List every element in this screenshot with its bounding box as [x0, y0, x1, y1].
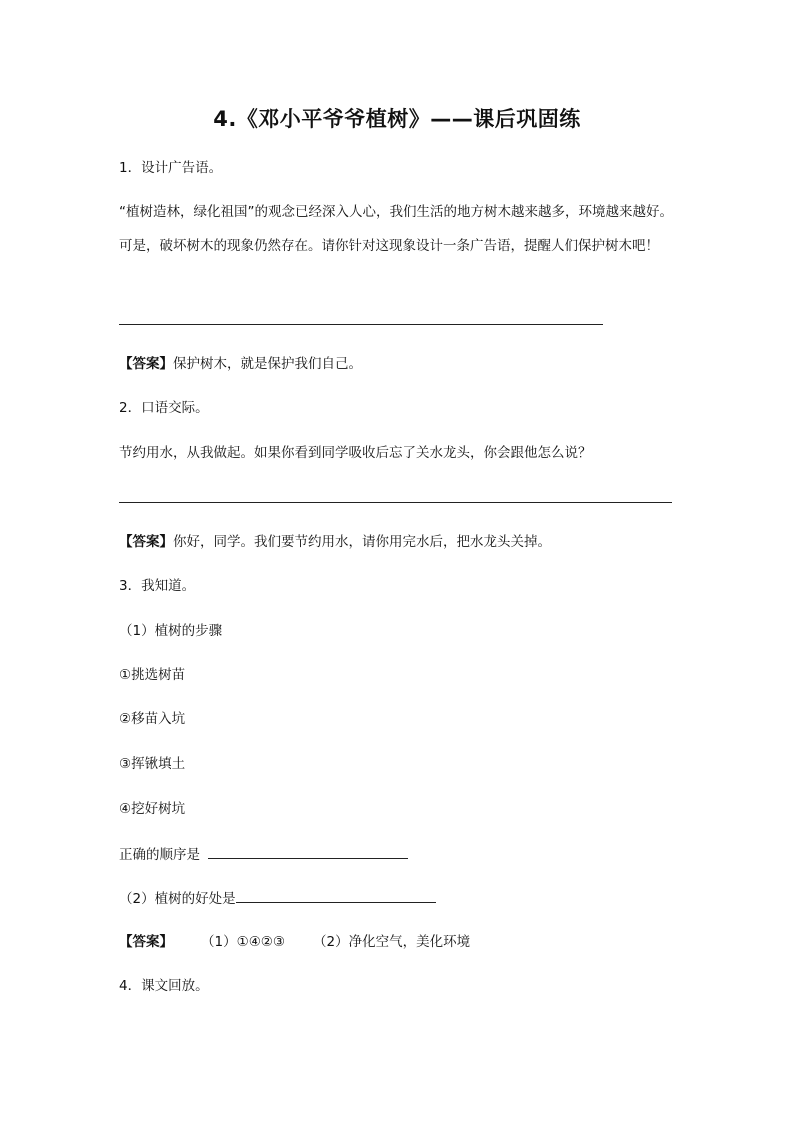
- q3-sub1: （1）植树的步骤: [119, 623, 223, 639]
- q3-step-3: ③挥锹填土: [119, 756, 186, 772]
- q1-answer-tag: 【答案】: [119, 356, 173, 372]
- q3-answer-tag: 【答案】: [119, 934, 173, 950]
- q1-heading: 1．设计广告语。: [119, 160, 223, 176]
- page-title: 4.《邓小平爷爷植树》——课后巩固练: [213, 107, 581, 131]
- q2-answer-line: [119, 502, 672, 503]
- q3-answer: [119, 932, 470, 952]
- q3-answer-2: （2）净化空气，美化环境: [313, 934, 471, 950]
- q3-sub2-label: （2）植树的好处是: [119, 891, 236, 907]
- q3-step-4: ④挖好树坑: [119, 801, 186, 817]
- q2-answer-tag: 【答案】: [119, 534, 173, 550]
- q3-order-row: [119, 844, 408, 865]
- q1-answer: [119, 354, 362, 374]
- q1-body: “植树造林，绿化祖国”的观念已经深入人心，我们生活的地方树木越来越多，环境越来越好。可是，破坏树木的现象仍然存在。请你针对这现象设计一条广告语，提醒人们保护树木吧！: [119, 204, 673, 254]
- q3-heading: 3．我知道。: [119, 578, 196, 594]
- q2-body: 节约用水，从我做起。如果你看到同学吸收后忘了关水龙头，你会跟他怎么说？: [119, 445, 592, 461]
- q3-step-1: ①挑选树苗: [119, 667, 186, 683]
- q3-step-2: ②移苗入坑: [119, 711, 186, 727]
- q3-sub2-row: [119, 888, 436, 909]
- q2-answer-text: 你好，同学。我们要节约用水，请你用完水后，把水龙头关掉。: [173, 534, 551, 550]
- q2-answer: [119, 532, 551, 552]
- q3-benefit-blank: [236, 888, 436, 903]
- q2-heading: 2．口语交际。: [119, 400, 209, 416]
- q3-answer-1: （1）①④②③: [201, 934, 285, 950]
- q1-answer-text: 保护树木，就是保护我们自己。: [173, 356, 362, 372]
- q4-heading: 4．课文回放。: [119, 978, 209, 994]
- q3-order-label: 正确的顺序是: [119, 847, 200, 863]
- q3-order-blank: [208, 844, 408, 859]
- q1-answer-line: [119, 324, 603, 325]
